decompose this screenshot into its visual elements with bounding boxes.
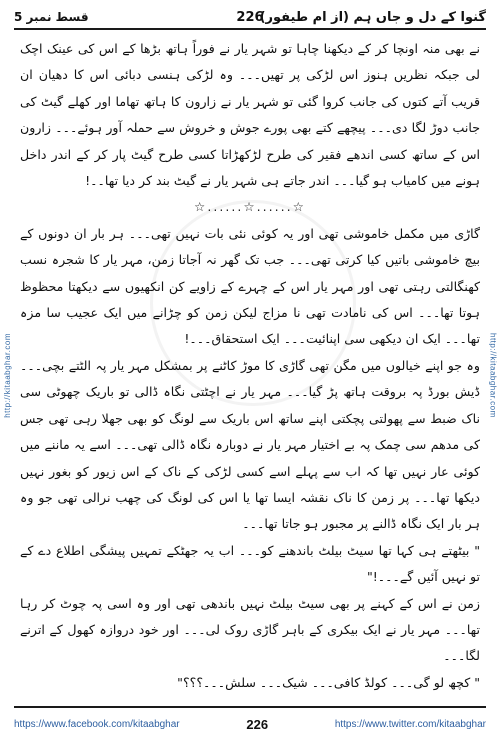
header-page-number: 226 [236, 9, 264, 25]
novel-title: گنوا کے دل و جاں ہم (از ام طیفور) [259, 9, 486, 25]
right-watermark-text: http://kitaabghar.com [488, 332, 498, 418]
paragraph: زمن نے اس کے کہنے پر بھی سیٹ بیلٹ نہیں باندھی تھی اور وہ اسی پہ چوٹ کر رہا تھا۔۔۔ مہر یار نے ایک بیکری کے باہر گاڑی روک لی۔۔۔ اور خود دروازہ کھول کے اترنے لگا۔۔۔ [20, 595, 480, 664]
paragraph: گاڑی میں مکمل خاموشی تھی اور یہ کوئی نئی بات نہیں تھی۔۔۔ ہر بار ان دونوں کے بیچ خاموشی باتیں کیا کرتی تھی۔۔۔ جب تک گھر نہ آجاتا زمن، مہر یار کا شجرہ نسب کھنگالتی رہتی تھی اور مہر یار اس کے چہرے کے زاویے کن انکھیوں سے دیکھتا محظوظ ہوتا تھا۔۔۔ اس کی نامادت تھی نا مزاج لیکن زمن کو چڑانے میں ایک عجیب سا مزہ تھا۔۔۔ ایک ان دیکھی سی اپنائیت۔۔۔ ایک استحقاق۔۔۔! [20, 225, 480, 347]
paragraph: نے بھی منہ اونچا کر کے دیکھنا چاہا تو شہر یار نے فوراً ہاتھ بڑھا کے اس کی عینک اچک لی جبکہ نظریں ہنوز اس لڑکی پر تھیں۔۔۔ وہ لڑکی ہنسی دبائی اس کا دھیان ان قریب آتے کتوں کی جانب کروا گئی تو شہر یار نے زارون کا ہاتھ تھاما اور کھلے گیٹ کی جانب دوڑ لگا دی۔۔۔ پیچھے کتے بھی پورے جوش و خروش سے حملہ آور ہوئے۔۔۔ زارون اس کے ساتھ کسی اندھے فقیر کی طرح لڑکھڑاتا کسی طرح گیٹ پار کر کے اندر داخل ہونے میں کامیاب ہو گیا۔۔۔ اندر جاتے ہی شہر یار نے گیٹ بند کر دیا تھا۔۔! [20, 41, 480, 189]
twitter-link[interactable]: https://www.twitter.com/kitaabghar [334, 718, 486, 730]
dialogue: " بیٹھتے ہی کہا تھا سیٹ بیلٹ باندھنے کو۔۔۔ اب یہ جھٹکے تمہیں پیشگی اطلاع دے کے تو نہیں آئیں گے۔۔۔!" [20, 542, 480, 585]
page-footer [14, 706, 486, 740]
left-watermark-text: http://kitaabghar.com [2, 332, 12, 418]
left-side-watermark [1, 40, 13, 710]
page-header [14, 6, 486, 30]
dialogue: " کچھ لو گی۔۔۔ کولڈ کافی۔۔۔ شیک۔۔۔ سلش۔۔۔؟؟؟" [177, 674, 480, 690]
episode-label: قسط نمبر 5 [14, 10, 89, 24]
right-side-watermark [487, 40, 499, 710]
section-separator: ☆......☆......☆ [194, 199, 306, 215]
page-body [20, 36, 480, 698]
footer-page-number: 226 [246, 716, 269, 732]
paragraph: وہ جو اپنے خیالوں میں مگن تھی گاڑی کا موڑ کاٹنے پر بمشکل مہر یار پہ الٹتے بچی۔۔۔ ڈیش بورڈ پہ بروقت ہاتھ پڑ گیا۔۔۔ مہر یار نے اچٹتی نگاہ ڈالی تو باریک چھوٹی سی ناک ضبط سے پھولتی پچکتی اپنے ساتھ اس باریک سے لونگ کو بھی جھلا رہی تھی جس کی مدھم سی چمک پہ بے اختیار مہر یار نے دوبارہ نگاہ ڈالی تھی۔۔۔ اسے یہ ماننے میں کوئی عار نہیں تھا کہ اب سے پہلے اسے کسی لڑکی کے ناک کے اس زیور کو بغور نہیں دیکھا تھا۔۔۔ پر زمن کا ناک نقشہ ایسا تھا یا اس کی لونگ کی چھب نرالی تھی جو وہ ہر بار ایک نگاہ ڈالنے پر مجبور ہو جاتا تھا۔۔۔ [20, 357, 480, 532]
facebook-link[interactable]: https://www.facebook.com/kitaabghar [14, 718, 180, 730]
